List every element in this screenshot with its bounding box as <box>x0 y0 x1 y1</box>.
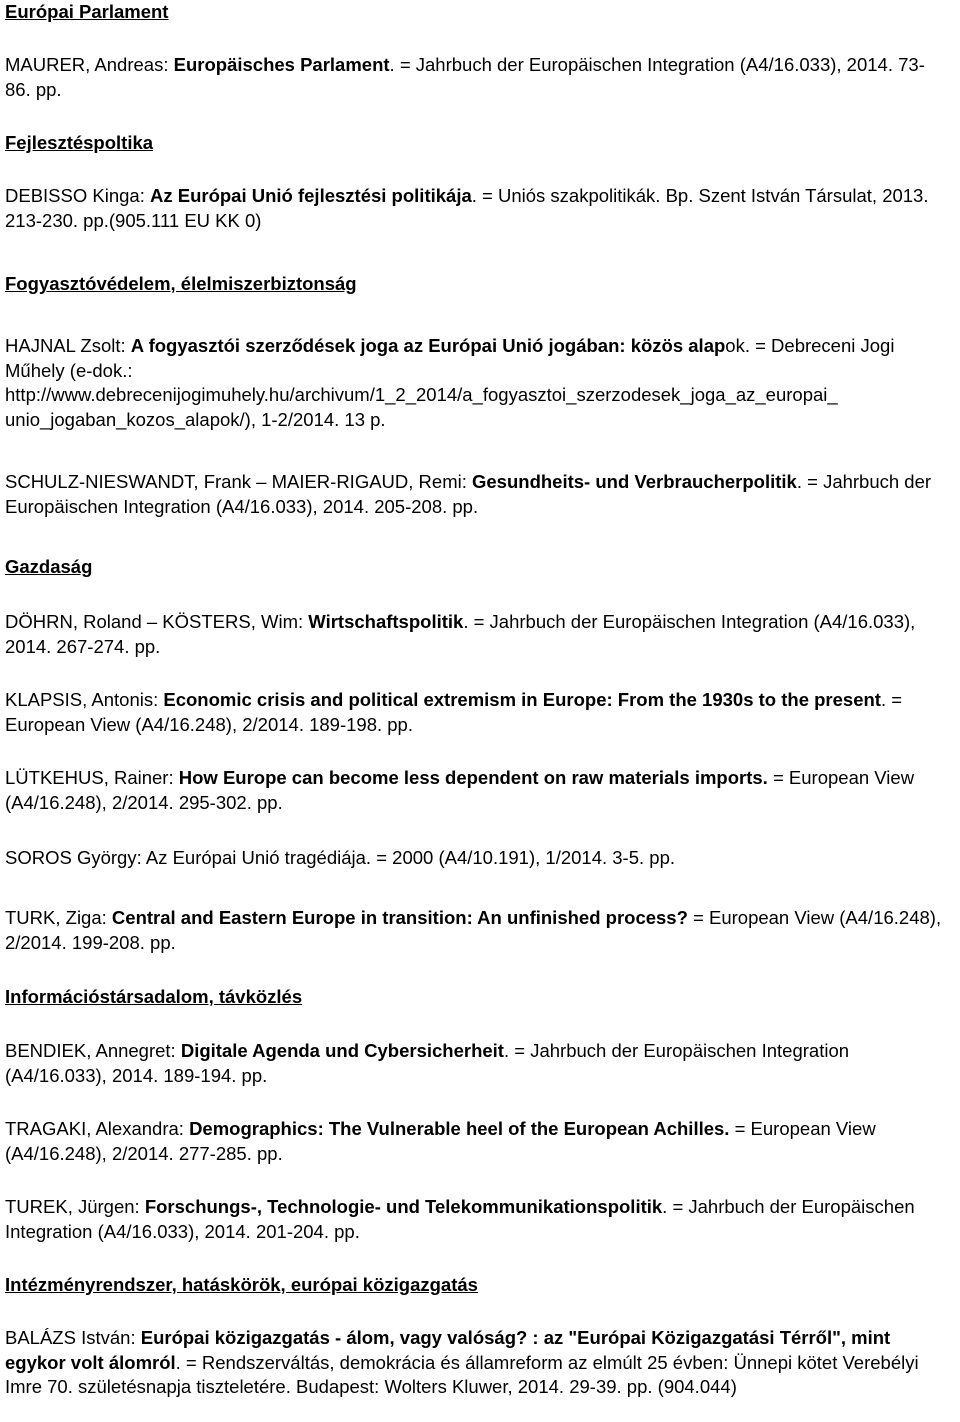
entry-author: SCHULZ-NIESWANDT, Frank ‒ MAIER-RIGAUD, Remi: <box>5 471 472 492</box>
entry-tragaki <box>5 1117 950 1166</box>
entry-author: TRAGAKI, Alexandra: <box>5 1118 190 1139</box>
entry-rest: . = Jahrbuch der Europäischen Integration (A4/16.033), 2014. 189-194. pp. <box>5 1040 850 1086</box>
entry-rest: . = Jahrbuch der Europäischen Integration (A4/16.033), 2014. 73-86. pp. <box>5 54 925 100</box>
section-heading-fogyasztovedelem: Fogyasztóvédelem, élelmiszerbiztonság <box>5 273 357 294</box>
entry-author: HAJNAL Zsolt: <box>5 335 131 356</box>
entry-title: How Europe can become less dependent on raw materials imports. <box>178 767 768 788</box>
entry-author: KLAPSIS, Antonis: <box>5 689 164 710</box>
entry-rest: . = European View (A4/16.248), 2/2014. 189-198. pp. <box>5 689 903 735</box>
entry-rest: Az Európai Unió tragédiája. = 2000 (A4/10.191), 1/2014. 3-5. pp. <box>145 847 676 868</box>
entry-author: BALÁZS István: <box>5 1327 141 1348</box>
entry-balazs <box>5 1326 955 1400</box>
entry-author: DEBISSO Kinga: <box>5 185 150 206</box>
section-heading-europai-parlament: Európai Parlament <box>5 1 169 22</box>
entry-rest: . = Jahrbuch der Europäischen Integration (A4/16.033), 2014. 205-208. pp. <box>5 471 932 517</box>
entry-author: BENDIEK, Annegret: <box>5 1040 181 1061</box>
entry-soros <box>5 846 950 871</box>
entry-title: Demographics: The Vulnerable heel of the European Achilles. <box>189 1118 730 1139</box>
entry-title: Forschungs-, Technologie- und Telekommunikationspolitik <box>144 1196 663 1217</box>
section-heading-intezmenyrendszer: Intézményrendszer, hatáskörök, európai közigazgatás <box>5 1274 478 1295</box>
entry-rest: . = Rendszerváltás, demokrácia és államreform az elmúlt 25 évben: Ünnepi kötet Verebélyi Imre 70. születésnapja tiszteletére. Budapest: Wolters Kluwer, 2014. 29-39. pp. (904.044) <box>5 1351 919 1397</box>
entry-author: MAURER, Andreas: <box>5 54 174 75</box>
entry-title: A fogyasztói szerződések joga az Európai Unió jogában: közös alap <box>130 335 726 356</box>
entry-rest: . = Uniós szakpolitikák. Bp. Szent István Társulat, 2013. 213-230. pp.(905.111 EU KK 0) <box>5 185 929 231</box>
entry-debisso <box>5 184 950 233</box>
entry-title: Gesundheits- und Verbraucherpolitik <box>472 471 797 492</box>
entry-maurer <box>5 53 950 102</box>
entry-rest: = European View (A4/16.248), 2/2014. 295-302. pp. <box>5 767 915 813</box>
entry-author: TUREK, Jürgen: <box>5 1196 145 1217</box>
section-heading-gazdasag: Gazdaság <box>5 556 93 577</box>
entry-title: Európai közigazgatás - álom, vagy valóság? : az "Európai Közigazgatási Térről", mint egykor volt álomról <box>5 1327 891 1373</box>
entry-title: Central and Eastern Europe in transition: An unfinished process? <box>111 907 688 928</box>
entry-author: LÜTKEHUS, Rainer: <box>5 767 179 788</box>
entry-title: Wirtschaftspolitik <box>308 611 464 632</box>
entry-turek <box>5 1195 950 1244</box>
section-heading-informaciostarsadalom: Információstársadalom, távközlés <box>5 986 303 1007</box>
entry-klapsis <box>5 688 950 737</box>
section-heading-fejlesztespoltika: Fejlesztéspoltika <box>5 132 154 153</box>
entry-turk <box>5 906 950 955</box>
entry-title: Az Európai Unió fejlesztési politikája <box>149 185 472 206</box>
entry-bendiek <box>5 1039 950 1088</box>
entry-rest: . = Jahrbuch der Europäischen Integration (A4/16.033), 2014. 201-204. pp. <box>5 1196 915 1242</box>
entry-author: TURK, Ziga: <box>5 907 112 928</box>
entry-title: Digitale Agenda und Cybersicherheit <box>180 1040 504 1061</box>
entry-rest: ok. = Debreceni Jogi Műhely (e-dok.: http://www.debrecenijogimuhely.hu/archivum/1_2_2014/a_fogyasztoi_szerzodesek_joga_az_europai_ unio_jogaban_kozos_alapok/), 1-2/2014. 13 p. <box>5 335 895 430</box>
entry-author: SOROS György: <box>5 847 146 868</box>
entry-title: Europäisches Parlament <box>173 54 390 75</box>
entry-rest: = European View (A4/16.248), 2/2014. 199-208. pp. <box>5 907 942 953</box>
entry-lutkehus <box>5 766 950 815</box>
entry-schulz-nieswandt <box>5 470 950 519</box>
entry-rest: . = Jahrbuch der Europäischen Integration (A4/16.033), 2014. 267-274. pp. <box>5 611 916 657</box>
entry-rest: = European View (A4/16.248), 2/2014. 277-285. pp. <box>5 1118 876 1164</box>
entry-author: DÖHRN, Roland ‒ KÖSTERS, Wim: <box>5 611 309 632</box>
entry-title: Economic crisis and political extremism in Europe: From the 1930s to the present <box>163 689 881 710</box>
entry-hajnal <box>5 334 950 432</box>
entry-dohrn <box>5 610 950 659</box>
